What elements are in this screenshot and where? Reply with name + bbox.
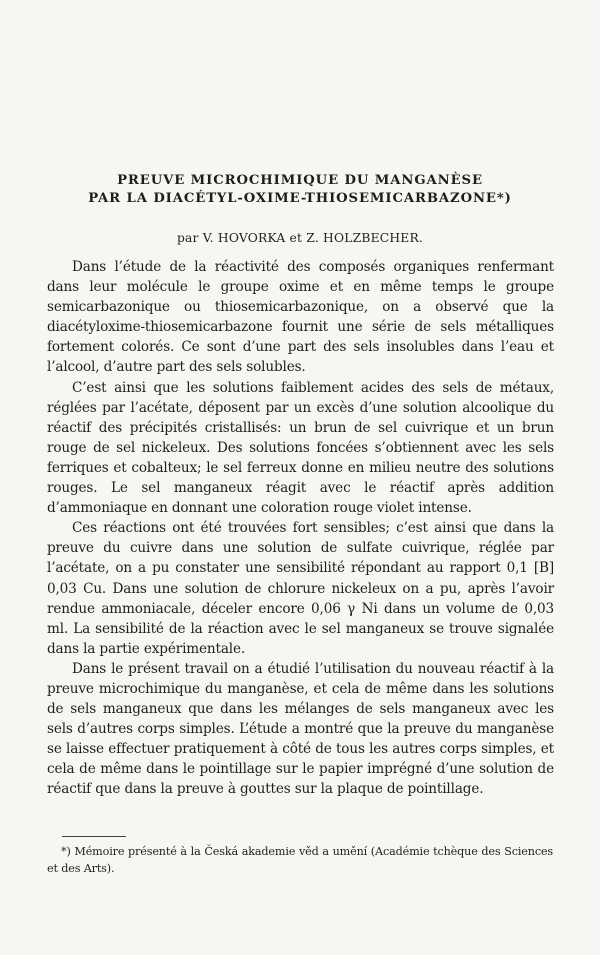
footnote-divider [62,836,126,837]
article-body [47,257,554,800]
article-title-line-2: PAR LA DIACÉTYL-OXIME-THIOSEMICARBAZONE*) [88,191,512,206]
paragraph: C’est ainsi que les solutions faiblement acides des sels de métaux, réglées par l’acétate, déposent par un excès d’une solution alcoolique du réactif des précipités cristallisés: un brun de sel cuivrique et un brun rouge de sel nickeleux. Des solutions foncées s’obtiennent avec les sels ferriques et cobalteux; le sel ferreux donne en milieu neutre des solutions rouges. Le sel manganeux réagit avec le réactif après addition d’ammoniaque en donnant une coloration rouge violet intense. [47,379,554,517]
footnote: *) Mémoire présenté à la Česká akademie věd a umění (Académie tchèque des Sciences et des Arts). [47,845,553,875]
article-title-line-1: PREUVE MICROCHIMIQUE DU MANGANÈSE [117,173,483,188]
paragraph: Dans le présent travail on a étudié l’utilisation du nouveau réactif à la preuve microchimique du manganèse, et cela de même dans les solutions de sels manganeux que dans les mélanges de sels manganeux avec les sels d’autres corps simples. L’étude a montré que la preuve du manganèse se laisse effectuer pratiquement à côté de tous les autres corps simples, et cela de même dans le pointillage sur le papier imprégné d’une solution de réactif que dans la preuve à gouttes sur la plaque de pointillage. [47,660,554,798]
paragraph: Ces réactions ont été trouvées fort sensibles; c’est ainsi que dans la preuve du cuivre dans une solution de sulfate cuivrique, réglée par l’acétate, on a pu constater une sensibilité répondant au rapport 0,1 [B] 0,03 Cu. Dans une solution de chlorure nickeleux on a pu, après l’avoir rendue ammoniacale, déceler encore 0,06 γ Ni dans un volume de 0,03 ml. La sensibilité de la réaction avec le sel manganeux se trouve signalée dans la partie expérimentale. [47,520,554,657]
paragraph: Dans l’étude de la réactivité des composés organiques renfermant dans leur molécule le groupe oxime et en même temps le groupe semicarbazonique ou thiosemicarbazonique, on a observé que la diacétyloxime-thiosemicarbazone fournit une série de sels métalliques fortement colorés. Ce sont d’une part des sels insolubles dans l’eau et l’alcool, d’autre part des sels solubles. [47,259,554,376]
author-byline: par V. HOVORKA et Z. HOLZBECHER. [176,231,424,245]
